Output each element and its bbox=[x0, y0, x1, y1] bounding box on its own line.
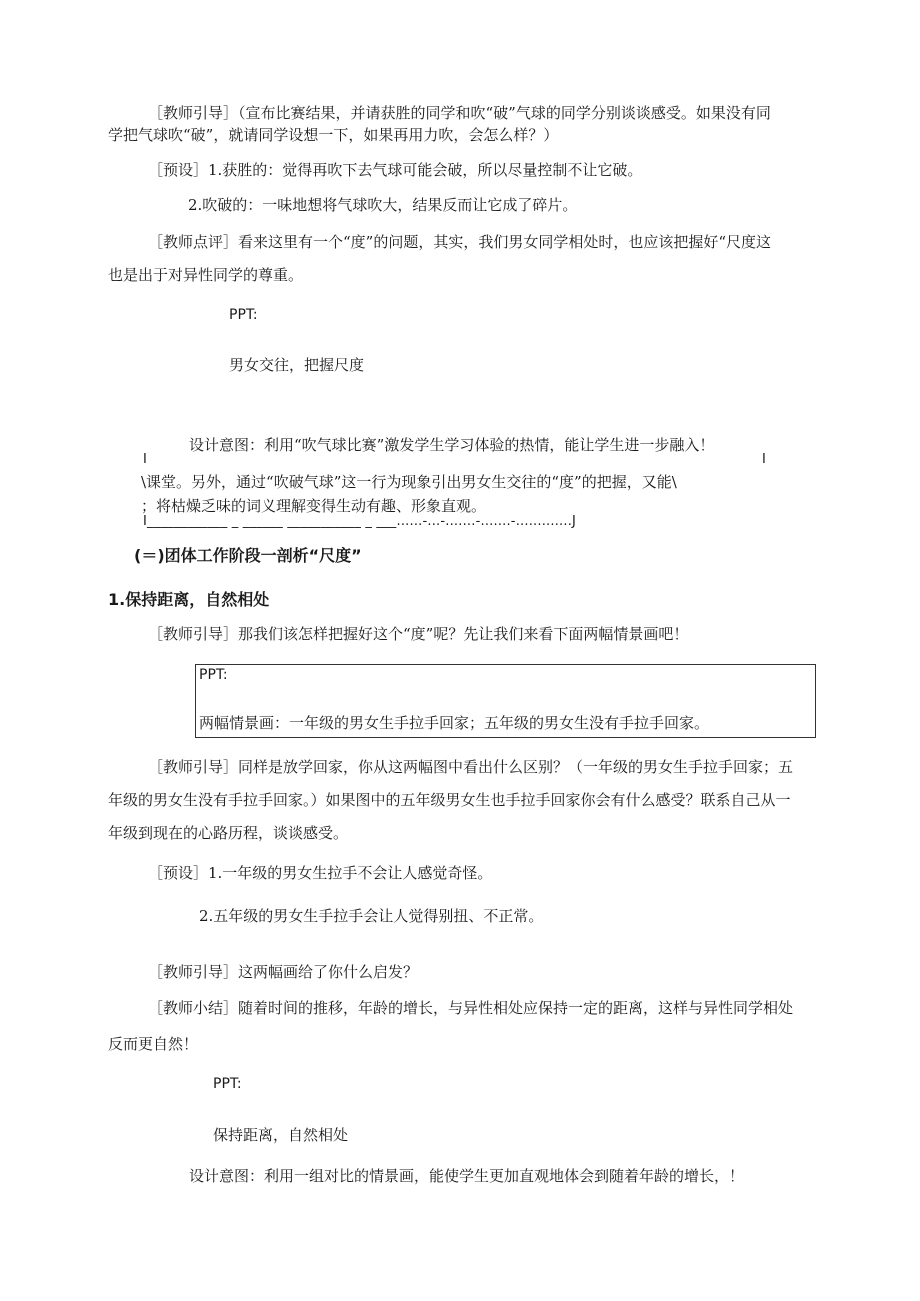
teacher-comment-line2: 也是出于对异性同学的尊重。 bbox=[108, 266, 304, 284]
preset-4: 2.五年级的男女生手拉手会让人觉得别扭、不正常。 bbox=[199, 907, 544, 925]
preset-2: 2.吹破的：一味地想将气球吹大，结果反而让它成了碎片。 bbox=[188, 196, 578, 214]
teacher-guide-2: ［教师引导］那我们该怎样把握好这个“度”呢？先让我们来看下面两幅情景画吧！ bbox=[148, 625, 689, 643]
subsection-title-1: 1.保持距离，自然相处 bbox=[108, 590, 270, 609]
teacher-guide-3-line2: 年级的男女生没有手拉手回家。）如果图中的五年级男女生也手拉手回家你会有什么感受？联系自己从一 bbox=[108, 791, 791, 809]
design-intent-2: 设计意图：利用一组对比的情景画，能使学生更加直观地体会到随着年龄的增长，！ bbox=[189, 1167, 745, 1185]
design-intent-1-footer: I____________ _ ______ ___________ _ ___......-...-.......-.......-.............J bbox=[143, 514, 577, 529]
teacher-guide-1-line2: 学把气球吹“破”，就请同学设想一下，如果再用力吹，会怎么样？） bbox=[108, 126, 559, 144]
teacher-guide-3-line1: ［教师引导］同样是放学回家，你从这两幅图中看出什么区别？（一年级的男女生手拉手回家；五 bbox=[148, 758, 794, 776]
ppt-box-text: 两幅情景画：一年级的男女生手拉手回家；五年级的男女生没有手拉手回家。 bbox=[199, 714, 710, 732]
ppt-text-2: 保持距离，自然相处 bbox=[213, 1126, 349, 1144]
preset-1: ［预设］1.获胜的：觉得再吹下去气球可能会破，所以尽量控制不让它破。 bbox=[148, 161, 643, 179]
teacher-summary-line2: 反而更自然！ bbox=[108, 1035, 199, 1053]
design-intent-1-bar-left: I bbox=[143, 452, 147, 467]
design-intent-1-line1: 设计意图：利用“吹气球比赛”激发学生学习体验的热情，能让学生进一步融入！ bbox=[189, 436, 715, 454]
ppt-label-2: PPT: bbox=[213, 1076, 242, 1092]
teacher-comment-line1: ［教师点评］看来这里有一个“度”的问题，其实，我们男女同学相处时，也应该把握好“尺度这 bbox=[148, 233, 772, 251]
teacher-guide-3-line3: 年级到现在的心路历程，谈谈感受。 bbox=[108, 824, 349, 842]
teacher-guide-4: ［教师引导］这两幅画给了你什么启发？ bbox=[148, 963, 419, 981]
ppt-label-1: PPT: bbox=[229, 307, 258, 323]
preset-3: ［预设］1.一年级的男女生拉手不会让人感觉奇怪。 bbox=[148, 864, 493, 882]
design-intent-1-bar-right: I bbox=[762, 452, 766, 467]
ppt-box-label: PPT: bbox=[199, 667, 228, 683]
design-intent-1-line2: \课堂。另外，通过“吹破气球”这一行为现象引出男女生交往的“度”的把握，又能\ bbox=[141, 473, 677, 491]
ppt-text-1: 男女交往，把握尺度 bbox=[229, 356, 365, 374]
teacher-summary-line1: ［教师小结］随着时间的推移，年龄的增长，与异性相处应保持一定的距离，这样与异性同学相处 bbox=[148, 999, 794, 1017]
section-title: (＝)团体工作阶段一剖析“尺度” bbox=[134, 546, 362, 565]
teacher-guide-1-line1: ［教师引导］（宣布比赛结果，并请获胜的同学和吹“破”气球的同学分别谈谈感受。如果没有同 bbox=[148, 104, 771, 122]
design-intent-1-line3: ；将枯燥乏味的词义理解变得生动有趣、形象直观。 bbox=[141, 497, 487, 515]
